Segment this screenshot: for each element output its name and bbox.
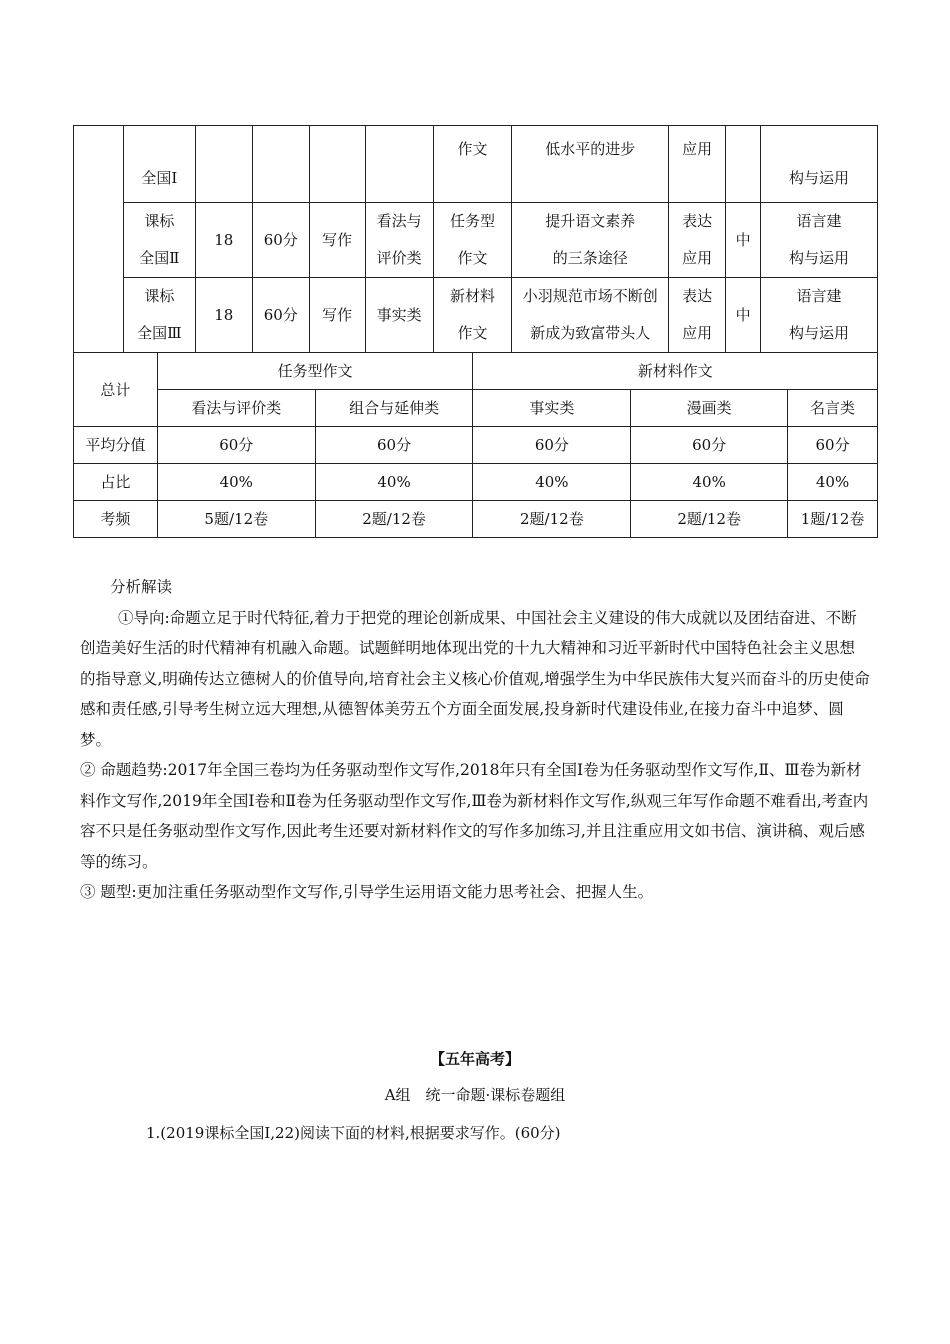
score-cell: 60分 — [252, 203, 309, 278]
subtype-header: 名言类 — [788, 390, 878, 427]
topic-cell: 提升语文素养 的三条途径 — [512, 203, 669, 278]
row-label: 占比 — [74, 464, 158, 501]
ability-cell: 应用 — [669, 126, 726, 203]
table-row — [74, 464, 878, 501]
region-cell: 全国Ⅰ — [123, 126, 195, 203]
subtype-header: 漫画类 — [631, 390, 788, 427]
region-cell: 课标 全国Ⅱ — [123, 203, 195, 278]
form-cell: 写作 — [309, 278, 365, 353]
table-cell: 40% — [157, 464, 315, 501]
table-row — [74, 501, 878, 538]
subtype-header: 看法与评价类 — [157, 390, 315, 427]
subtype-header: 事实类 — [473, 390, 631, 427]
table-cell: 60分 — [473, 427, 631, 464]
form-cell: 写作 — [309, 203, 365, 278]
table-row — [74, 278, 878, 353]
literacy-cell: 语言建 构与运用 — [761, 278, 878, 353]
table-cell: 40% — [315, 464, 473, 501]
group-task-header: 任务型作文 — [157, 353, 473, 390]
table-row — [74, 390, 878, 427]
topic-cell: 小羽规范市场不断创 新成为致富带头人 — [512, 278, 669, 353]
category-cell: 看法与 评价类 — [365, 203, 433, 278]
analysis-heading: 分析解读 — [110, 578, 173, 596]
exam-table — [73, 125, 878, 353]
group-material-header: 新材料作文 — [473, 353, 878, 390]
table-row — [74, 353, 878, 390]
category-cell: 事实类 — [365, 278, 433, 353]
analysis-paragraph: ② 命题趋势:2017年全国三卷均为任务驱动型作文写作,2018年只有全国Ⅰ卷为任务驱动型作文写作,Ⅱ、Ⅲ卷为新材料作文写作,2019年全国Ⅰ卷和Ⅱ卷为任务驱动型作文写作,Ⅲ卷为新材料作文写作,纵观三年写作命题不难看出,考查内容不只是任务驱动型作文写作,因此考生还要对新材料作文的写作多加练习,并且注重应用文如书信、演讲稿、观后感等的练习。 — [80, 761, 869, 871]
table-cell: 1题/12卷 — [788, 501, 878, 538]
table-cell: 2题/12卷 — [631, 501, 788, 538]
ability-cell: 表达 应用 — [669, 203, 726, 278]
table-cell: 60分 — [788, 427, 878, 464]
row-label: 平均分值 — [74, 427, 158, 464]
question-number-cell: 18 — [195, 278, 252, 353]
year-cell — [74, 126, 124, 353]
type-cell: 新材料 作文 — [433, 278, 512, 353]
literacy-cell: 构与运用 — [761, 126, 878, 203]
difficulty-cell: 中 — [726, 278, 761, 353]
table-cell: 2题/12卷 — [315, 501, 473, 538]
type-cell: 任务型 作文 — [433, 203, 512, 278]
table-cell: 40% — [631, 464, 788, 501]
total-label: 总计 — [74, 353, 158, 427]
question-text: 1.(2019课标全国Ⅰ,22)阅读下面的材料,根据要求写作。(60分) — [146, 1124, 561, 1142]
section-subtitle: A组 统一命题·课标卷题组 — [384, 1086, 566, 1104]
type-cell: 作文 — [433, 126, 512, 203]
row-label: 考频 — [74, 501, 158, 538]
literacy-cell: 语言建 构与运用 — [761, 203, 878, 278]
table-row — [74, 126, 878, 203]
difficulty-cell: 中 — [726, 203, 761, 278]
table-cell: 2题/12卷 — [473, 501, 631, 538]
analysis-section — [80, 572, 870, 908]
analysis-paragraph: ①导向:命题立足于时代特征,着力于把党的理论创新成果、中国社会主义建设的伟大成就以及团结奋进、不断创造美好生活的时代精神有机融入命题。试题鲜明地体现出党的十九大精神和习近平新时代中国特色社会主义思想的指导意义,明确传达立德树人的价值导向,培育社会主义核心价值观,增强学生为中华民族伟大复兴而奋斗的历史使命感和责任感,引导考生树立远大理想,从德智体美劳五个方面全面发展,投身新时代建设伟业,在接力奋斗中追梦、圆梦。 — [80, 608, 870, 749]
topic-cell: 低水平的进步 — [512, 126, 669, 203]
question-number-cell: 18 — [195, 203, 252, 278]
ability-cell: 表达 应用 — [669, 278, 726, 353]
region-cell: 课标 全国Ⅲ — [123, 278, 195, 353]
table-cell: 60分 — [157, 427, 315, 464]
table-cell: 40% — [788, 464, 878, 501]
analysis-paragraph: ③ 题型:更加注重任务驱动型作文写作,引导学生运用语文能力思考社会、把握人生。 — [80, 883, 654, 901]
table-cell: 5题/12卷 — [157, 501, 315, 538]
table-cell: 60分 — [315, 427, 473, 464]
table-cell: 60分 — [631, 427, 788, 464]
score-cell: 60分 — [252, 278, 309, 353]
summary-table — [73, 352, 878, 538]
table-row — [74, 427, 878, 464]
subtype-header: 组合与延伸类 — [315, 390, 473, 427]
section-title: 【五年高考】 — [429, 1050, 520, 1068]
table-cell: 40% — [473, 464, 631, 501]
table-row — [74, 203, 878, 278]
